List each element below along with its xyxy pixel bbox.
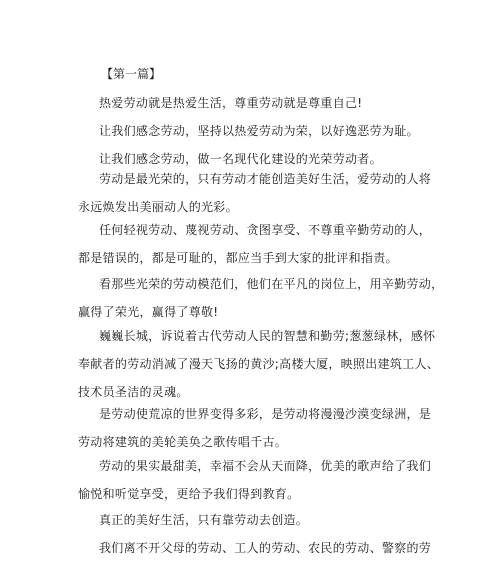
paragraph-line: 热爱劳动就是热爱生活，尊重劳动就是尊重自己! <box>99 96 363 110</box>
paragraph-line: 愉悦和听觉享受，更给予我们得到教育。 <box>78 487 300 501</box>
paragraph-5 <box>78 216 432 272</box>
paragraph-line: 劳动是最光荣的，只有劳动才能创造美好生活，爱劳动的人将 <box>99 172 432 186</box>
paragraph-11 <box>78 534 432 562</box>
paragraph-2 <box>78 117 428 145</box>
paragraph-line: 技术员圣洁的灵魂。 <box>78 385 189 399</box>
paragraph-line: 让我们感念劳动，坚持以热爱劳动为荣，以好逸恶劳为耻。 <box>99 124 419 138</box>
section-heading: 【第一篇】 <box>101 67 162 81</box>
paragraph-6 <box>78 270 444 326</box>
paragraph-line: 永远焕发出美丽动人的光彩。 <box>78 200 238 214</box>
paragraph-8 <box>78 400 432 456</box>
paragraph-10 <box>78 506 428 534</box>
paragraph-line: 是劳动使荒凉的世界变得多彩，是劳动将漫漫沙漠变绿洲，是 <box>99 407 432 421</box>
paragraph-line: 巍巍长城，诉说着古代劳动人民的智慧和勤劳;葱葱绿林，感怀 <box>99 329 436 343</box>
paragraph-1 <box>78 89 428 117</box>
paragraph-9 <box>78 452 432 508</box>
paragraph-line: 奉献者的劳动消减了漫天飞扬的黄沙;高楼大厦，映照出建筑工人、 <box>78 357 440 371</box>
paragraph-7 <box>78 322 440 406</box>
paragraph-line: 任何轻视劳动、蔑视劳动、贪图享受、不尊重辛勤劳动的人， <box>99 223 432 237</box>
paragraph-line: 真正的美好生活，只有靠劳动去创造。 <box>99 513 309 527</box>
paragraph-line: 让我们感念劳动，做一名现代化建设的光荣劳动者。 <box>99 152 382 166</box>
paragraph-line: 我们离不开父母的劳动、工人的劳动、农民的劳动、警察的劳 <box>99 541 432 555</box>
paragraph-line: 看那些光荣的劳动模范们，他们在平凡的岗位上，用辛勤劳动， <box>99 277 444 291</box>
paragraph-line: 都是错误的，都是可耻的，都应当手到大家的批评和指责。 <box>78 251 398 265</box>
paragraph-line: 劳动的果实最甜美，幸福不会从天而降，优美的歌声给了我们 <box>99 459 432 473</box>
paragraph-4 <box>78 165 432 221</box>
paragraph-line: 赢得了荣光，赢得了尊敬! <box>78 305 219 319</box>
paragraph-line: 劳动将建筑的美轮美奂之歌传唱千古。 <box>78 435 288 449</box>
